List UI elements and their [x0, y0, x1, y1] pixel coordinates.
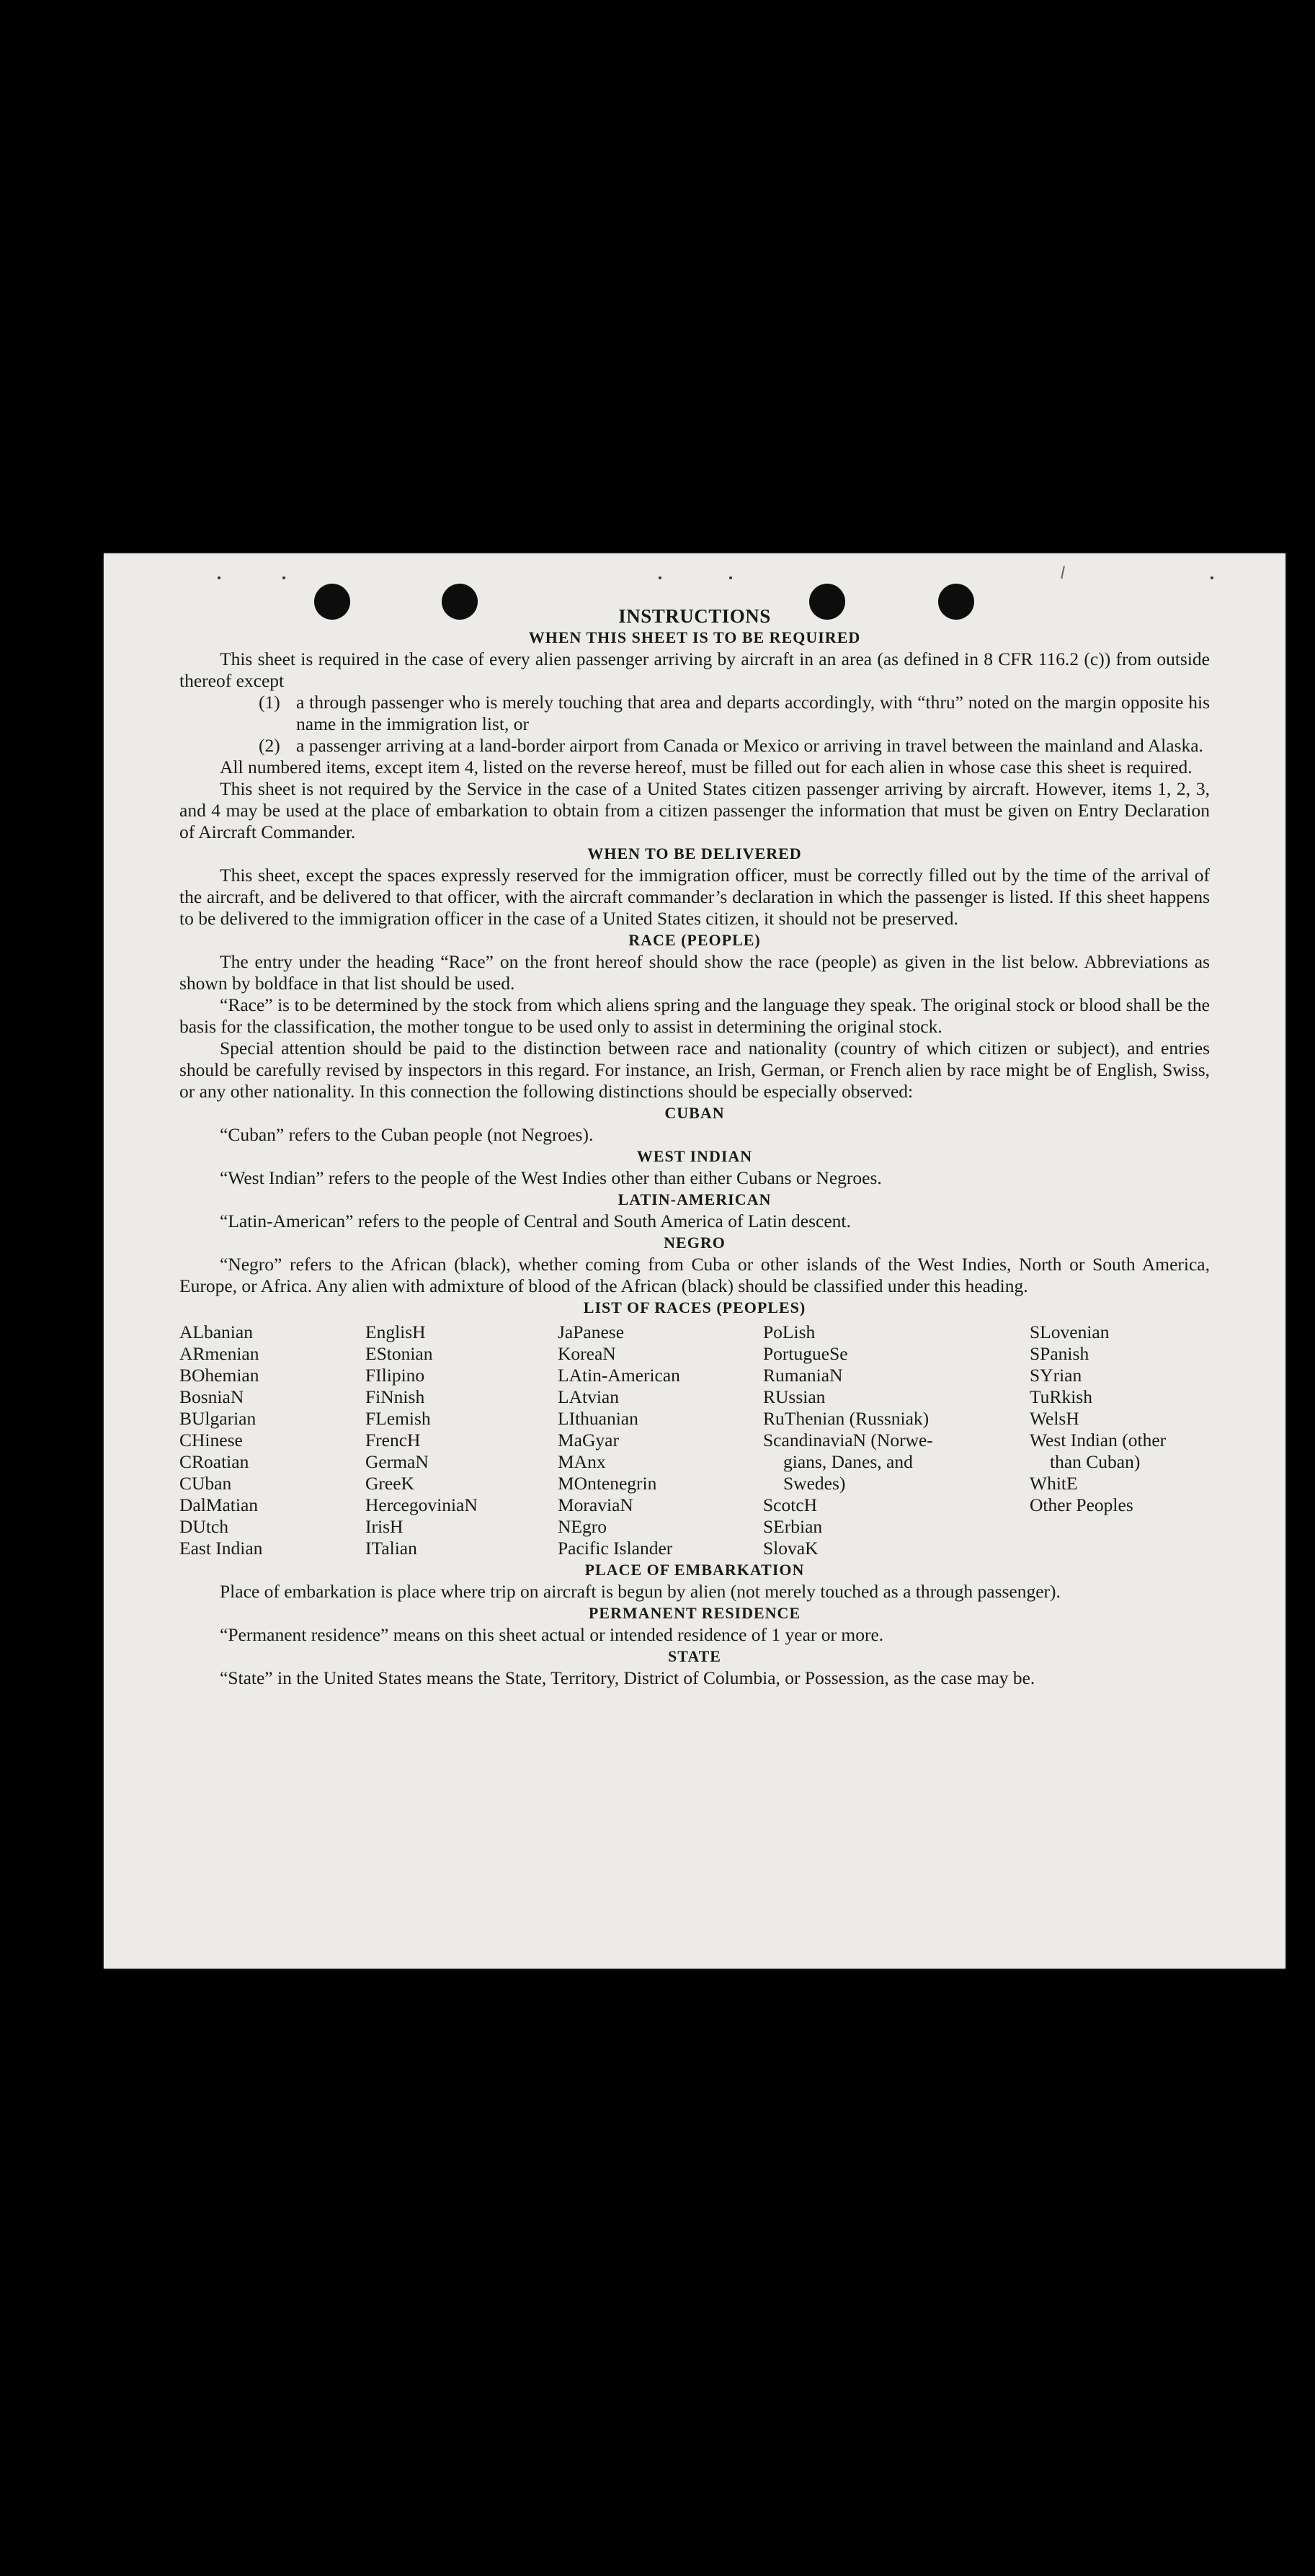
required-paragraph-3: This sheet is not required by the Service in the case of a United States citizen passenger arriving by aircraft. However, items 1, 2, 3, and 4 may be used at the place of embarkation to obtain from a citizen passenger the information that must be given on Entry Declaration of Aircraft Commander. [179, 778, 1210, 842]
race-column-5 [1030, 1322, 1210, 1559]
page-speck [1211, 576, 1213, 579]
race-column-4 [763, 1322, 1030, 1559]
race-entry: LIthuanian [558, 1408, 638, 1429]
state-paragraph: “State” in the United States means the State, Territory, District of Columbia, or Possession, as the case may be. [220, 1667, 1035, 1688]
race-entry: CUban [179, 1473, 232, 1494]
race-entry: RUssian [763, 1386, 826, 1407]
race-entry: DalMatian [179, 1494, 259, 1515]
race-entry: PoLish [763, 1322, 816, 1342]
exception-item-1 [179, 692, 1210, 735]
page-speck [282, 576, 285, 579]
race-entry: West Indian (other [1030, 1430, 1167, 1450]
section-heading-required: WHEN THIS SHEET IS TO BE REQUIRED [528, 628, 861, 646]
required-paragraph-2: All numbered items, except item 4, listed on the reverse hereof, must be filled out for each alien in whose case this sheet is required. [220, 757, 1193, 777]
race-entry: RumaniaN [763, 1365, 843, 1386]
race-column-1 [179, 1322, 365, 1559]
section-heading-state: STATE [668, 1647, 721, 1665]
race-entry: FIlipino [365, 1365, 425, 1386]
race-entry: EnglisH [365, 1322, 426, 1342]
race-entry: FLemish [365, 1408, 431, 1429]
race-entry: SLovenian [1030, 1322, 1110, 1342]
section-heading-west-indian: WEST INDIAN [636, 1147, 753, 1165]
cuban-paragraph: “Cuban” refers to the Cuban people (not Negroes). [220, 1124, 594, 1145]
race-entry: SYrian [1030, 1365, 1082, 1386]
race-entry: ScotcH [763, 1494, 818, 1515]
page-speck [729, 576, 732, 579]
race-entry: EStonian [365, 1343, 433, 1364]
race-entry: SErbian [763, 1516, 823, 1537]
section-heading-delivered: WHEN TO BE DELIVERED [587, 844, 802, 863]
section-heading-cuban: CUBAN [664, 1104, 725, 1122]
race-entry: LAtvian [558, 1386, 619, 1407]
race-entry: BosniaN [179, 1386, 244, 1407]
delivered-paragraph: This sheet, except the spaces expressly reserved for the immigration officer, must be correctly filled out by the time of the arrival of the aircraft, and be delivered to that officer, with the aircraft commander’s declaration in which the passenger is listed. If this sheet happens to be delivered to the immigration officer in the case of a United States citizen, it should not be preserved. [179, 865, 1210, 929]
race-entry: East Indian [179, 1538, 263, 1559]
section-heading-latin-american: LATIN-AMERICAN [618, 1190, 772, 1208]
race-entry: CRoatian [179, 1451, 249, 1472]
section-heading-embarkation: PLACE OF EMBARKATION [584, 1561, 805, 1579]
race-column-3 [558, 1322, 763, 1559]
negro-paragraph: “Negro” refers to the African (black), whether coming from Cuba or other islands of the West Indies, North or South America, Europe, or Africa. Any alien with admixture of blood of the African (black) should be classified under this heading. [179, 1254, 1210, 1296]
race-paragraph-2: “Race” is to be determined by the stock from which aliens spring and the language they speak. The original stock or blood shall be the basis for the classification, the mother tongue to be used only to assist in determining the original stock. [179, 994, 1210, 1037]
race-entry: BUlgarian [179, 1408, 257, 1429]
race-entry: NEgro [558, 1516, 607, 1537]
race-entry: FrencH [365, 1430, 421, 1450]
race-entry: ALbanian [179, 1322, 253, 1342]
race-entry-continued: Swedes) [783, 1473, 846, 1494]
item-number: (1) [259, 692, 280, 713]
page-speck [218, 576, 220, 579]
section-heading-race-list: LIST OF RACES (PEOPLES) [583, 1298, 806, 1316]
residence-paragraph: “Permanent residence” means on this sheet actual or intended residence of 1 year or more. [220, 1624, 884, 1645]
race-entry: GermaN [365, 1451, 429, 1472]
race-list [179, 1322, 1210, 1559]
section-heading-race: RACE (PEOPLE) [628, 931, 761, 949]
required-intro: This sheet is required in the case of every alien passenger arriving by aircraft in an area (as defined in 8 CFR 116.2 (c)) from outside thereof except [179, 649, 1210, 691]
race-entry: Pacific Islander [558, 1538, 673, 1559]
race-entry: JaPanese [558, 1322, 625, 1342]
race-entry: RuThenian (Russniak) [763, 1408, 930, 1429]
race-entry: SlovaK [763, 1538, 819, 1559]
item-number: (2) [259, 735, 280, 756]
race-entry: GreeK [365, 1473, 414, 1494]
race-entry: MAnx [558, 1451, 606, 1472]
race-entry: ARmenian [179, 1343, 259, 1364]
race-entry: FiNnish [365, 1386, 425, 1407]
race-entry: WelsH [1030, 1408, 1079, 1429]
race-paragraph-3: Special attention should be paid to the distinction between race and nationality (country of which citizen or subject), and entries should be carefully revised by inspectors in this regard. For instance, an Irish, German, or French alien by race might be of English, Swiss, or any other nationality. In this connection the following distinctions should be especially observed: [179, 1038, 1210, 1102]
race-entry: KoreaN [558, 1343, 616, 1364]
latin-american-paragraph: “Latin-American” refers to the people of Central and South America of Latin descent. [220, 1211, 851, 1231]
race-entry-continued: than Cuban) [1050, 1451, 1141, 1472]
document-page [104, 553, 1285, 1969]
race-entry: CHinese [179, 1430, 243, 1450]
page-speck [659, 576, 661, 579]
race-entry: Other Peoples [1030, 1494, 1133, 1515]
race-entry: MaGyar [558, 1430, 619, 1450]
race-entry: MoraviaN [558, 1494, 633, 1515]
embarkation-paragraph: Place of embarkation is place where trip on aircraft is begun by alien (not merely touched as a through passenger). [220, 1581, 1061, 1602]
item-text: a passenger arriving at a land-border airport from Canada or Mexico or arriving in travel between the mainland and Alaska. [296, 735, 1203, 756]
race-entry: WhitE [1030, 1473, 1078, 1494]
item-text: a through passenger who is merely touching that area and departs accordingly, with “thru” noted on the margin opposite his name in the immigration list, or [296, 692, 1210, 734]
section-heading-residence: PERMANENT RESIDENCE [588, 1604, 801, 1622]
race-entry-continued: gians, Danes, and [783, 1451, 913, 1472]
west-indian-paragraph: “West Indian” refers to the people of the West Indies other than either Cubans or Negroes. [220, 1167, 882, 1188]
instructions-text [179, 605, 1210, 1689]
section-heading-negro: NEGRO [664, 1234, 726, 1252]
pen-mark [1061, 566, 1071, 580]
race-entry: MOntenegrin [558, 1473, 657, 1494]
race-entry: PortugueSe [763, 1343, 848, 1364]
race-entry: BOhemian [179, 1365, 259, 1386]
race-entry: HercegoviniaN [365, 1494, 478, 1515]
race-entry: LAtin-American [558, 1365, 680, 1386]
race-entry: DUtch [179, 1516, 228, 1537]
page-title: INSTRUCTIONS [618, 605, 771, 627]
race-entry: ITalian [365, 1538, 417, 1559]
race-entry: SPanish [1030, 1343, 1089, 1364]
exception-item-2 [179, 735, 1210, 757]
race-entry: ScandinaviaN (Norwe- [763, 1430, 933, 1450]
race-paragraph-1: The entry under the heading “Race” on the front hereof should show the race (people) as given in the list below. Abbreviations as shown by boldface in that list should be used. [179, 951, 1210, 994]
race-column-2 [365, 1322, 558, 1559]
race-entry: IrisH [365, 1516, 404, 1537]
race-entry: TuRkish [1030, 1386, 1092, 1407]
